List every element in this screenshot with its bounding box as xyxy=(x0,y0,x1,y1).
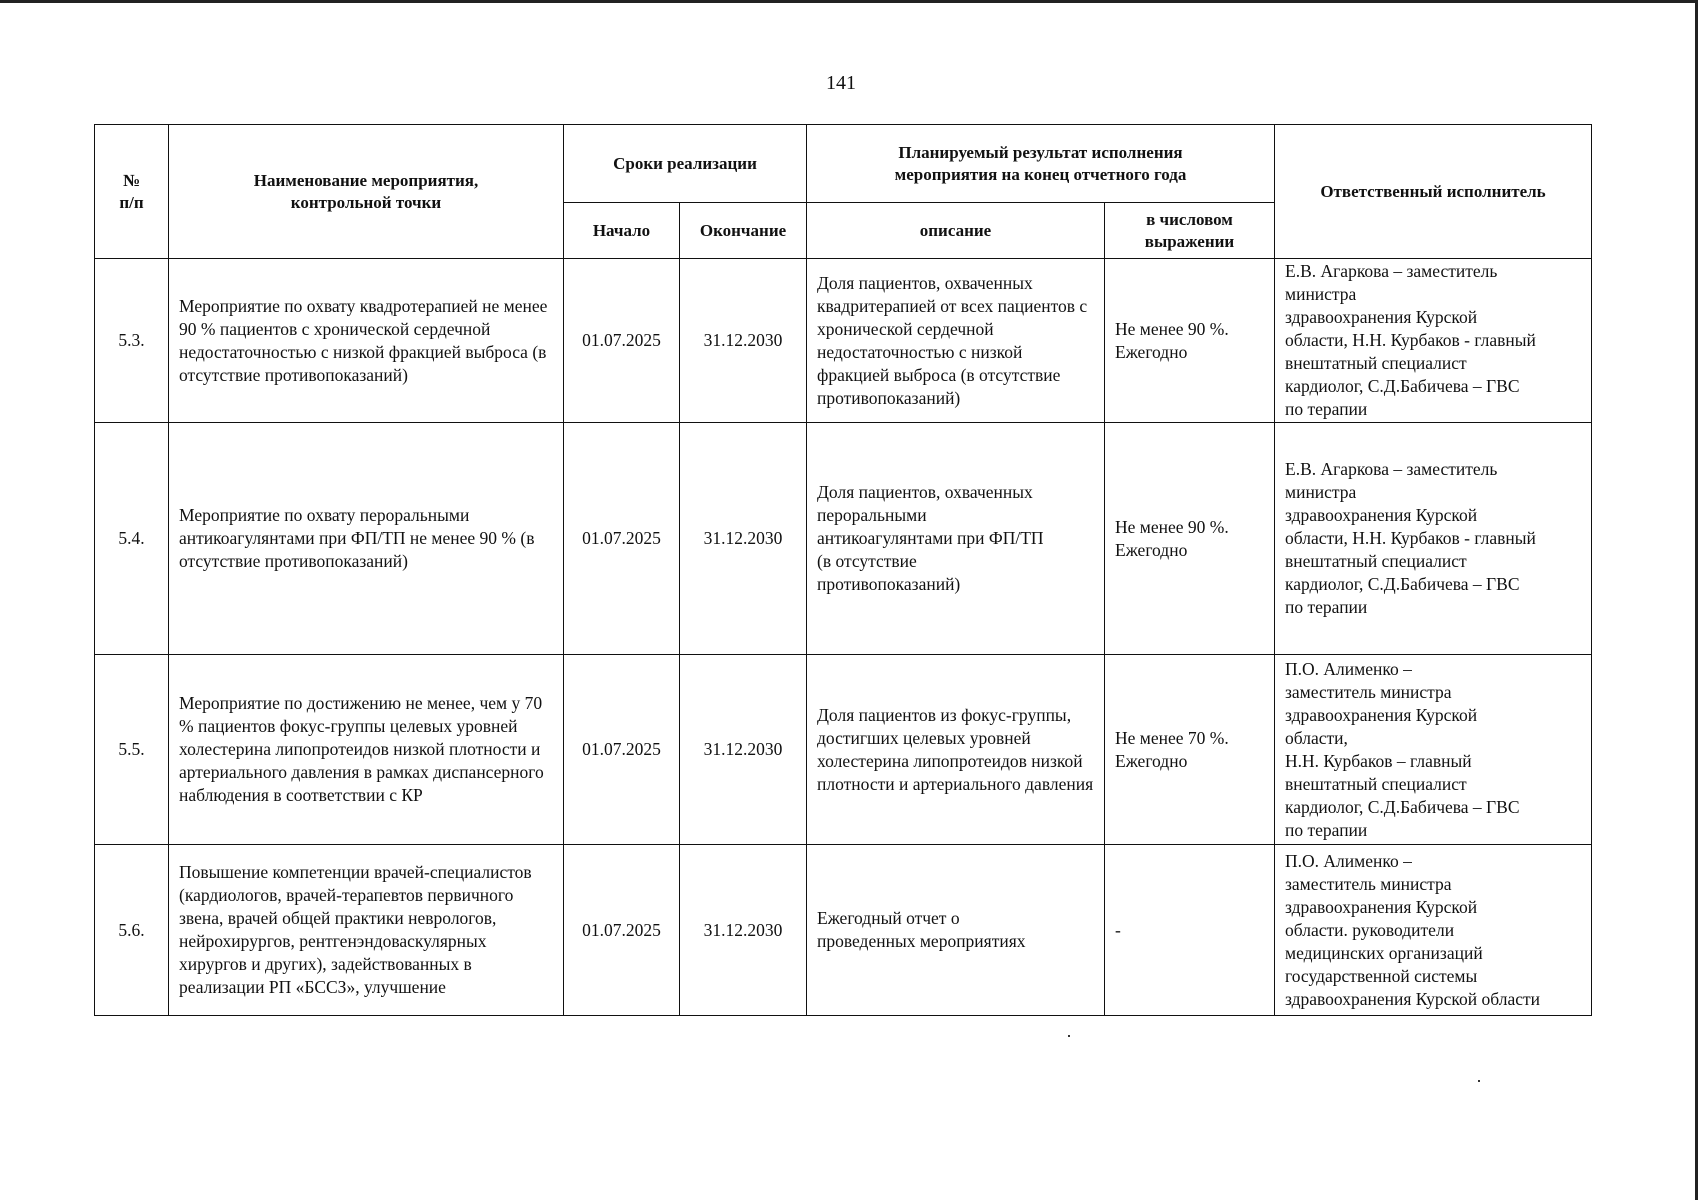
page-number: 141 xyxy=(826,72,856,94)
header-terms: Сроки реализации xyxy=(564,125,807,203)
table-row xyxy=(95,423,1592,655)
header-row-top xyxy=(95,125,1592,203)
start-date: 01.07.2025 xyxy=(564,259,680,423)
measure-name: Мероприятие по достижению не менее, чем у 70 % пациентов фокус-группы целевых уровней холестерина липопротеидов низкой плотности и артериального давления в рамках диспансерного наблюдения в соответствии с КР xyxy=(169,655,564,845)
responsible-person: Е.В. Агаркова – заместитель министра здравоохранения Курской области, Н.Н. Курбаков - главный внештатный специалист кардиолог, С.Д.Бабичева – ГВС по терапии xyxy=(1275,423,1592,655)
result-description: Доля пациентов, охваченных квадритерапией от всех пациентов с хронической сердечной недостаточностью с низкой фракцией выброса (в отсутствие противопоказаний) xyxy=(807,259,1105,423)
scan-speck xyxy=(1478,1080,1480,1082)
result-numeric: - xyxy=(1105,845,1275,1016)
result-description: Доля пациентов, охваченных пероральными антикоагулянтами при ФП/ТП (в отсутствие противопоказаний) xyxy=(807,423,1105,655)
result-description: Ежегодный отчет о проведенных мероприятиях xyxy=(807,845,1105,1016)
table-row xyxy=(95,259,1592,423)
row-number: 5.6. xyxy=(95,845,169,1016)
row-number: 5.3. xyxy=(95,259,169,423)
row-number: 5.4. xyxy=(95,423,169,655)
measure-name: Мероприятие по охвату квадротерапией не менее 90 % пациентов с хронической сердечной недостаточностью с низкой фракцией выброса (в отсутствие противопоказаний) xyxy=(169,259,564,423)
header-description: описание xyxy=(807,203,1105,259)
end-date: 31.12.2030 xyxy=(680,259,807,423)
header-numeric: в числовом выражении xyxy=(1105,203,1275,259)
result-numeric: Не менее 90 %. Ежегодно xyxy=(1105,259,1275,423)
header-responsible: Ответственный исполнитель xyxy=(1275,125,1592,259)
row-number: 5.5. xyxy=(95,655,169,845)
start-date: 01.07.2025 xyxy=(564,655,680,845)
end-date: 31.12.2030 xyxy=(680,845,807,1016)
header-start: Начало xyxy=(564,203,680,259)
table-row xyxy=(95,845,1592,1016)
header-num: № п/п xyxy=(95,125,169,259)
header-result: Планируемый результат исполнения мероприятия на конец отчетного года xyxy=(807,125,1275,203)
end-date: 31.12.2030 xyxy=(680,423,807,655)
responsible-person: П.О. Алименко – заместитель министра здравоохранения Курской области. руководители медицинских организаций государственной системы здравоохранения Курской области xyxy=(1275,845,1592,1016)
responsible-person: П.О. Алименко – заместитель министра здравоохранения Курской области, Н.Н. Курбаков – главный внештатный специалист кардиолог, С.Д.Бабичева – ГВС по терапии xyxy=(1275,655,1592,845)
measure-name: Повышение компетенции врачей-специалистов (кардиологов, врачей-терапевтов первичного звена, врачей общей практики неврологов, нейрохирургов, рентгенэндоваскулярных хирургов и других), задействованных в реализации РП «БССЗ», улучшение xyxy=(169,845,564,1016)
end-date: 31.12.2030 xyxy=(680,655,807,845)
start-date: 01.07.2025 xyxy=(564,845,680,1016)
scan-speck xyxy=(1068,1035,1070,1037)
result-description: Доля пациентов из фокус-группы, достигших целевых уровней холестерина липопротеидов низкой плотности и артериального давления xyxy=(807,655,1105,845)
table-row xyxy=(95,655,1592,845)
measures-table xyxy=(94,124,1592,1016)
result-numeric: Не менее 70 %. Ежегодно xyxy=(1105,655,1275,845)
header-end: Окончание xyxy=(680,203,807,259)
scan-edge-top xyxy=(0,0,1698,3)
result-numeric: Не менее 90 %. Ежегодно xyxy=(1105,423,1275,655)
responsible-person: Е.В. Агаркова – заместитель министра здравоохранения Курской области, Н.Н. Курбаков - главный внештатный специалист кардиолог, С.Д.Бабичева – ГВС по терапии xyxy=(1275,259,1592,423)
measure-name: Мероприятие по охвату пероральными антикоагулянтами при ФП/ТП не менее 90 % (в отсутствие противопоказаний) xyxy=(169,423,564,655)
header-name: Наименование мероприятия, контрольной точки xyxy=(169,125,564,259)
start-date: 01.07.2025 xyxy=(564,423,680,655)
